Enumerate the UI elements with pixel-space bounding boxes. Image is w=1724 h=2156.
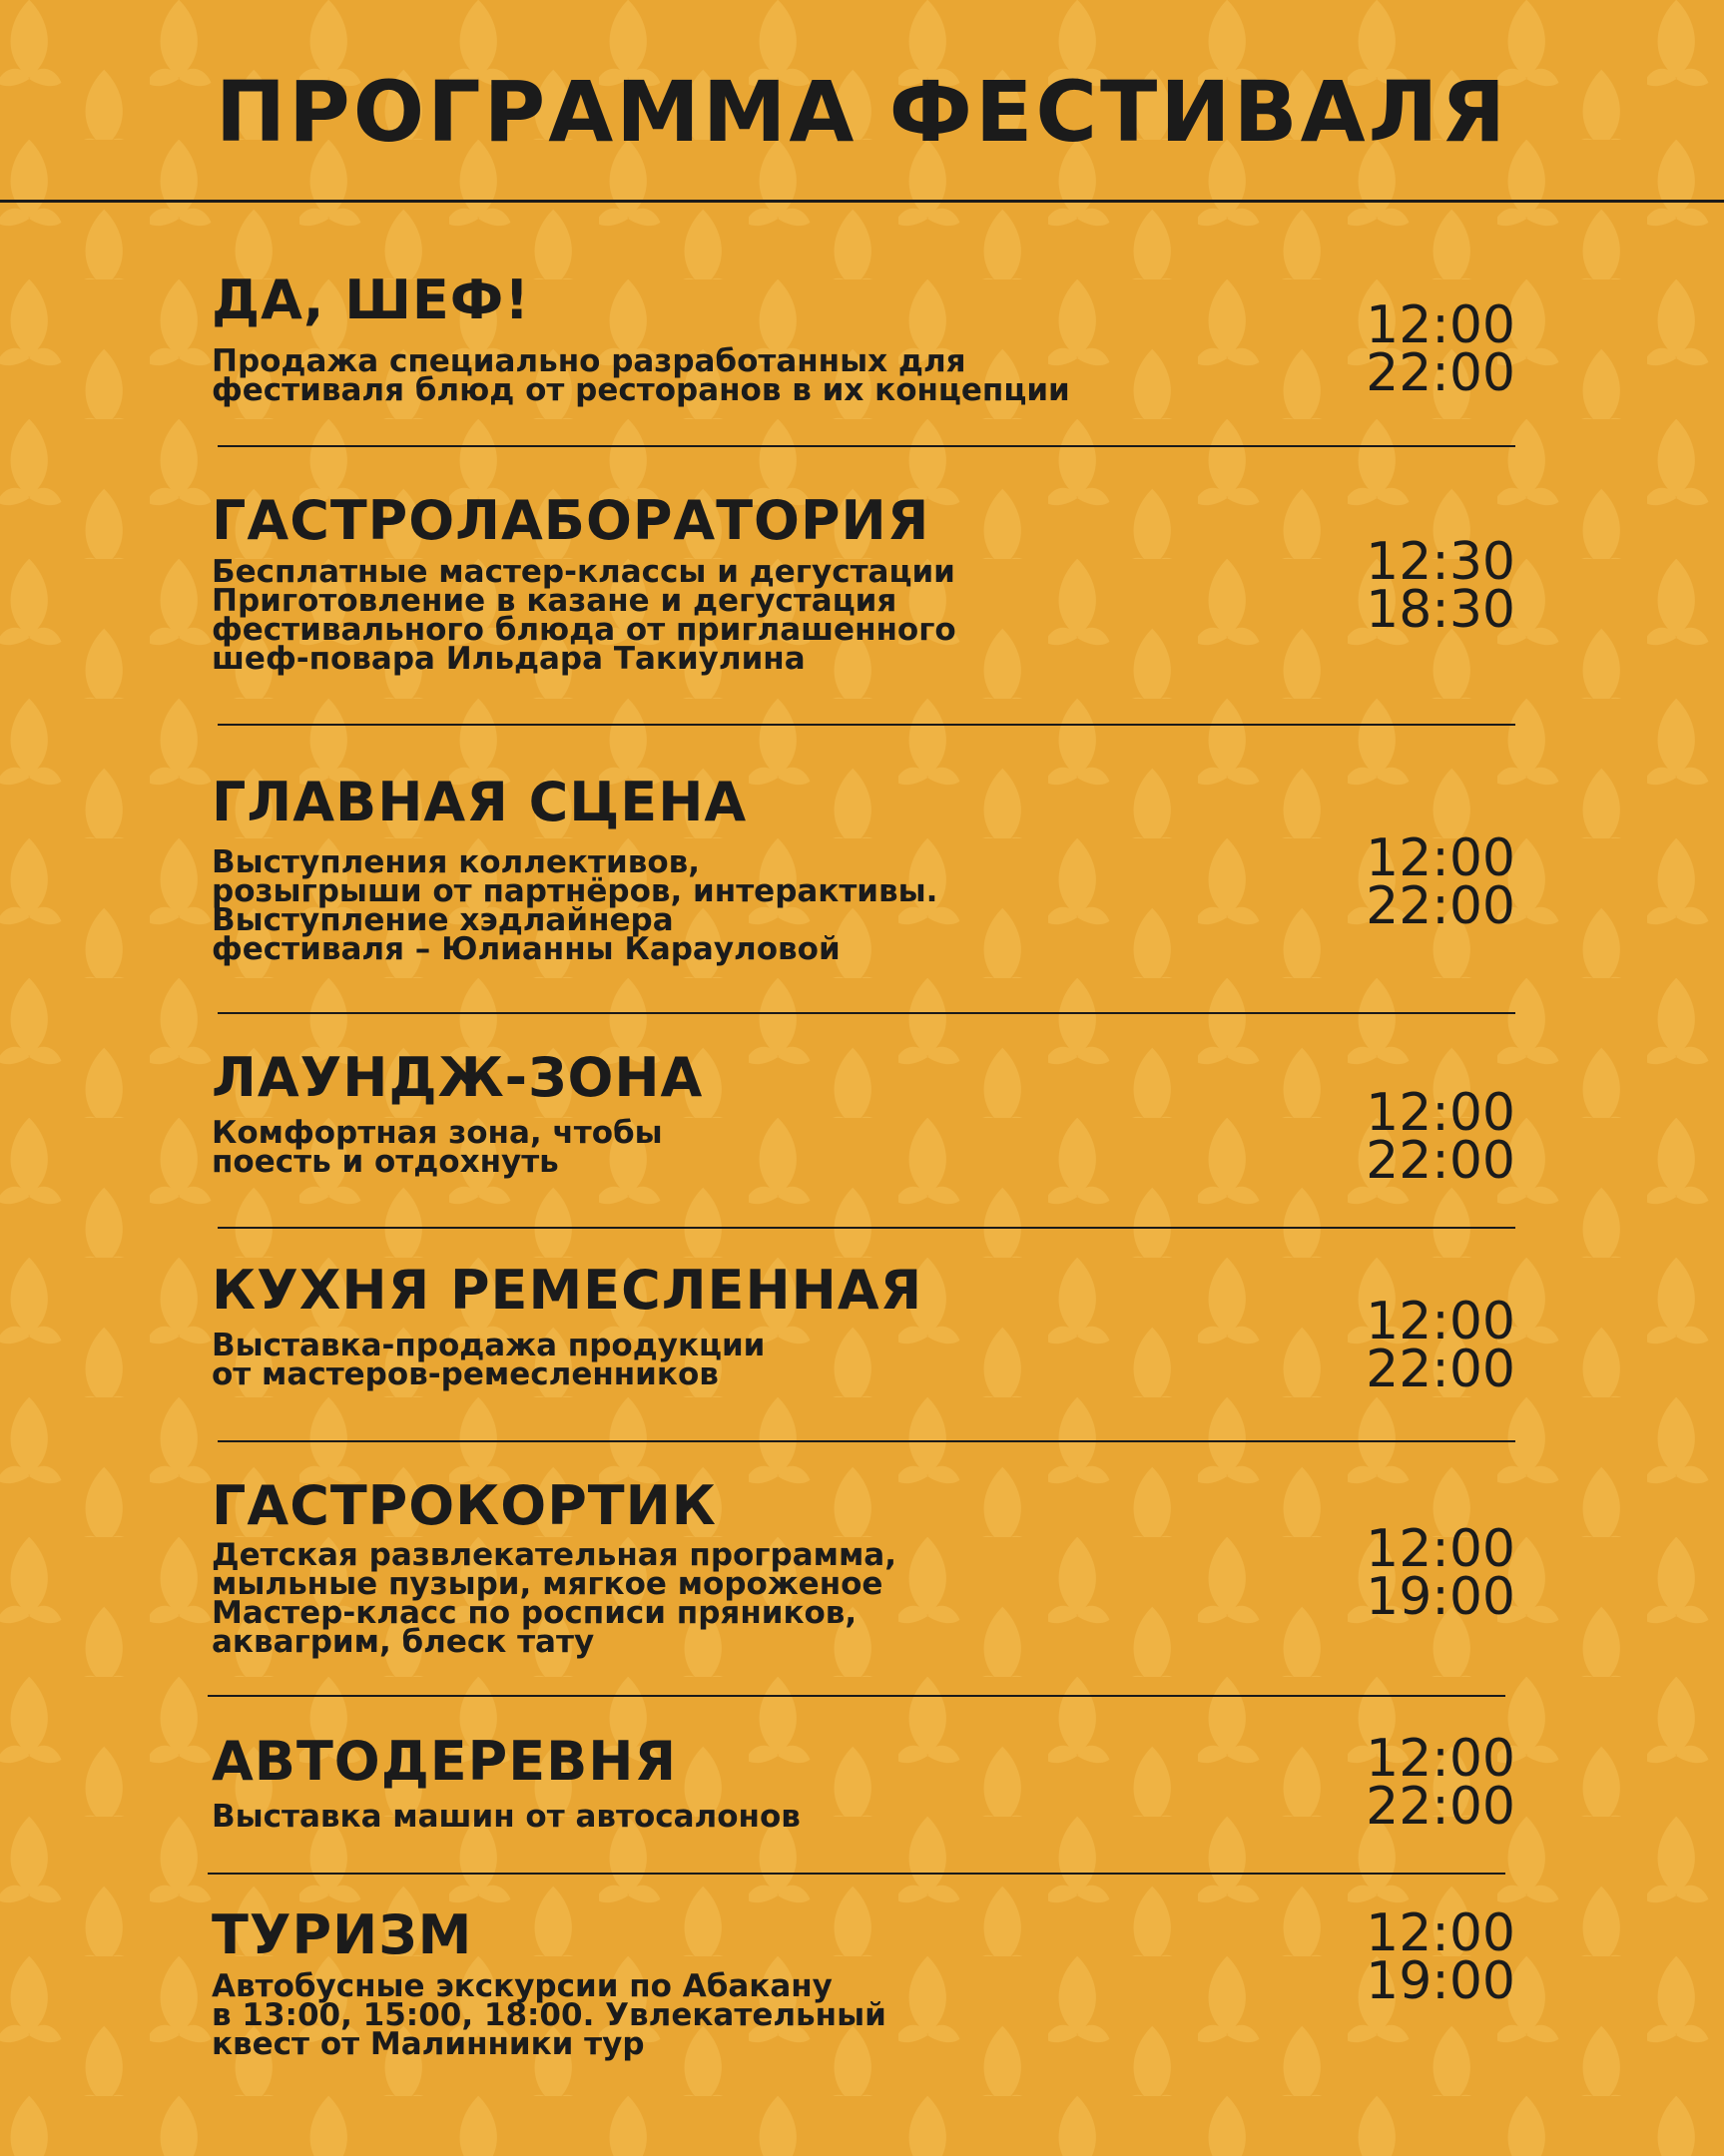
end-time: 22:00 <box>1366 1131 1515 1191</box>
program-item-description: Выставка-продажа продукции от мастеров-ремесленников <box>212 1328 766 1392</box>
page-title: ПРОГРАММА ФЕСТИВАЛЯ <box>215 63 1509 161</box>
program-item-gastrolaboratoriya <box>212 490 1515 680</box>
program-item-title: ДА, ШЕФ! <box>212 269 530 331</box>
program-item-description: Бесплатные мастер-классы и дегустации Приготовление в казане и дегустация фестивального блюда от приглашенного шеф-повара Ильдара Такиулина <box>212 554 956 677</box>
program-item-time <box>1296 828 1515 936</box>
program-item-glavnaya-scena <box>212 772 1515 971</box>
section-divider <box>218 445 1515 447</box>
program-item-title: ТУРИЗМ <box>212 1903 473 1966</box>
program-item-da-shef <box>212 270 1515 409</box>
start-time: 12:30 <box>1366 532 1515 592</box>
end-time: 22:00 <box>1366 343 1515 403</box>
start-time: 12:00 <box>1366 828 1515 888</box>
program-item-time <box>1296 1519 1515 1627</box>
end-time: 18:30 <box>1366 580 1515 640</box>
program-item-time <box>1296 1083 1515 1191</box>
start-time: 12:00 <box>1366 1729 1515 1789</box>
program-item-time <box>1296 295 1515 403</box>
end-time: 19:00 <box>1366 1567 1515 1627</box>
start-time: 12:00 <box>1366 1083 1515 1143</box>
section-divider <box>218 1440 1515 1442</box>
program-item-gastrokortik <box>212 1475 1515 1675</box>
end-time: 22:00 <box>1366 1777 1515 1837</box>
end-time: 22:00 <box>1366 1340 1515 1399</box>
program-item-description: Выступления коллективов, розыгрыши от партнёров, интерактивы. Выступление хэдлайнера фестиваля – Юлианны Карауловой <box>212 844 938 967</box>
start-time: 12:00 <box>1366 1292 1515 1351</box>
program-item-title: ГЛАВНАЯ СЦЕНА <box>212 771 748 833</box>
section-divider <box>218 724 1515 726</box>
program-item-description: Автобусные экскурсии по Абакану в 13:00, 15:00, 18:00. Увлекательный квест от Малинники тур <box>212 1968 886 2062</box>
header <box>0 0 1724 203</box>
section-divider <box>208 1695 1505 1697</box>
program-item-title: КУХНЯ РЕМЕСЛЕННАЯ <box>212 1259 923 1322</box>
start-time: 12:00 <box>1366 1903 1515 1963</box>
header-divider <box>0 200 1724 203</box>
end-time: 19:00 <box>1366 1951 1515 2011</box>
program-item-turizm <box>212 1904 1515 2074</box>
program-item-laundzh-zona <box>212 1046 1515 1191</box>
program-item-time <box>1296 1903 1515 2011</box>
section-divider <box>218 1012 1515 1014</box>
program-item-time <box>1296 532 1515 640</box>
start-time: 12:00 <box>1366 295 1515 355</box>
program-item-description: Детская развлекательная программа, мыльные пузыри, мягкое мороженое Мастер-класс по росписи пряников, аквагрим, блеск тату <box>212 1537 896 1660</box>
program-item-title: ГАСТРОЛАБОРАТОРИЯ <box>212 489 930 552</box>
program-item-time <box>1296 1292 1515 1399</box>
program-item-title: ЛАУНДЖ-ЗОНА <box>212 1046 704 1109</box>
section-divider <box>218 1227 1515 1229</box>
start-time: 12:00 <box>1366 1519 1515 1579</box>
program-item-description: Продажа специально разработанных для фестиваля блюд от ресторанов в их концепции <box>212 343 1070 408</box>
section-divider <box>208 1873 1505 1875</box>
end-time: 22:00 <box>1366 876 1515 936</box>
program-item-avtoderevnya <box>212 1731 1515 1841</box>
program-item-time <box>1296 1729 1515 1837</box>
program-item-description: Выставка машин от автосалонов <box>212 1799 801 1835</box>
program-item-title: ГАСТРОКОРТИК <box>212 1474 717 1537</box>
program-item-kuhnya-remeslennaya <box>212 1260 1515 1409</box>
program-item-title: АВТОДЕРЕВНЯ <box>212 1730 678 1793</box>
program-item-description: Комфортная зона, чтобы поесть и отдохнуть <box>212 1115 663 1180</box>
